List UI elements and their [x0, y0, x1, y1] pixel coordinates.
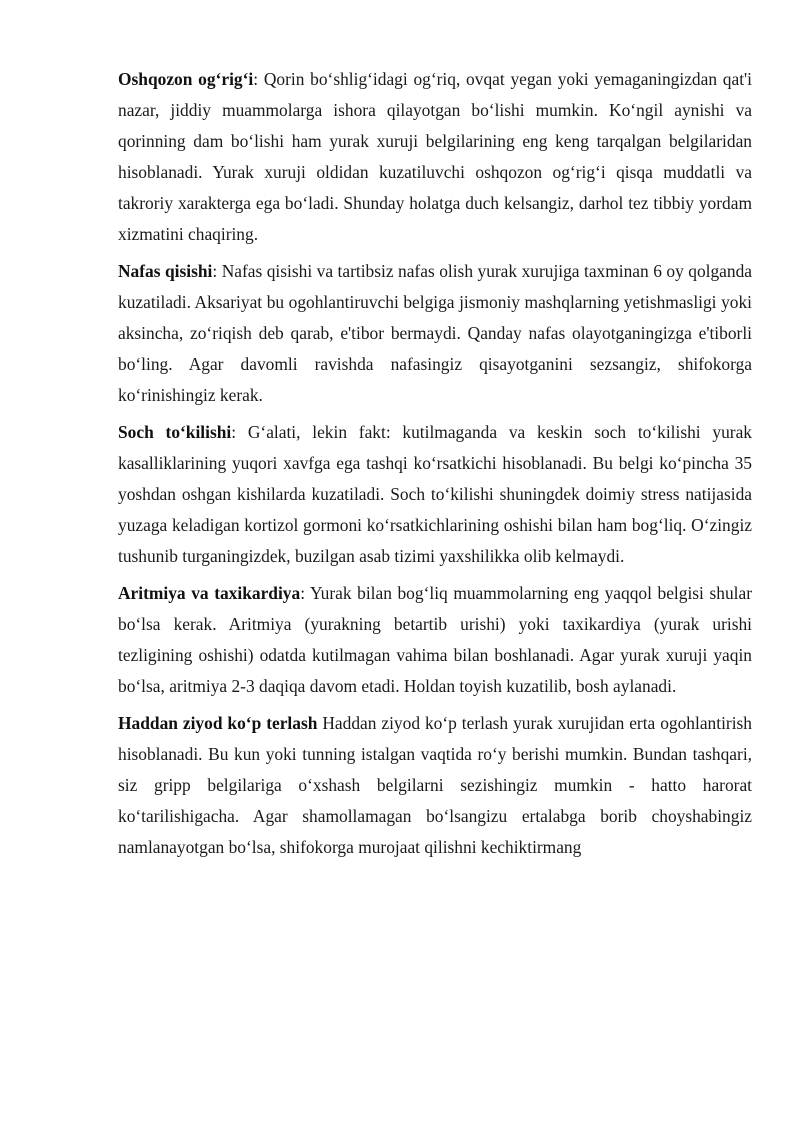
paragraph-hair-loss — [118, 417, 752, 572]
paragraph-stomach-pain — [118, 64, 752, 250]
paragraph-body: Haddan ziyod ko‘p terlash yurak xurujidan erta ogohlantirish hisoblanadi. Bu kun yoki tunning istalgan vaqtida ro‘y berishi mumkin. Bundan tashqari, siz gripp belgilariga o‘xshash belgilarni sezishingiz mumkin - hatto harorat ko‘tarilishigacha. Agar shamollamagan bo‘lsangizu ertalabga borib choyshabingiz namlanayotgan bo‘lsa, shifokorga murojaat qilishni kechiktirmang — [118, 713, 752, 857]
paragraph-shortness-of-breath — [118, 256, 752, 411]
paragraph-body: : Nafas qisishi va tartibsiz nafas olish yurak xurujiga taxminan 6 oy qolganda kuzatiladi. Aksariyat bu ogohlantiruvchi belgiga jismoniy mashqlarning yetishmasligi yoki aksincha, zo‘riqish deb qarab, e'tibor bermaydi. Qanday nafas olayotganingizga e'tiborli bo‘ling. Agar davomli ravishda nafasingiz qisayotganini sezsangiz, shifokorga ko‘rinishingiz kerak. — [118, 261, 752, 405]
paragraph-heading: Haddan ziyod ko‘p terlash — [118, 713, 318, 733]
paragraph-arrhythmia — [118, 578, 752, 702]
paragraph-heading: Aritmiya va taxikardiya — [118, 583, 301, 603]
paragraph-heading: Nafas qisishi — [118, 261, 213, 281]
paragraph-body: : Qorin bo‘shlig‘idagi og‘riq, ovqat yegan yoki yemaganingizdan qat'i nazar, jiddiy muammolarga ishora qilayotgan bo‘lishi mumkin. Ko‘ngil aynishi va qorinning dam bo‘lishi ham yurak xuruji belgilarining eng keng tarqalgan belgilaridan hisoblanadi. Yurak xuruji oldidan kuzatiluvchi oshqozon og‘rig‘i qisqa muddatli va takroriy xarakterga ega bo‘ladi. Shunday holatga duch kelsangiz, darhol tez tibbiy yordam xizmatini chaqiring. — [118, 69, 752, 244]
paragraph-excessive-sweating — [118, 708, 752, 863]
paragraph-heading: Soch to‘kilishi — [118, 422, 232, 442]
paragraph-heading: Oshqozon og‘rig‘i — [118, 69, 254, 89]
paragraph-body: : G‘alati, lekin fakt: kutilmaganda va keskin soch to‘kilishi yurak kasalliklarining yuqori xavfga ega tashqi ko‘rsatkichi hisoblanadi. Bu belgi ko‘pincha 35 yoshdan oshgan kishilarda kuzatiladi. Soch to‘kilishi shuningdek doimiy stress natijasida yuzaga keladigan kortizol gormoni ko‘rsatkichlarining oshishi bilan ham bog‘liq. O‘zingiz tushunib turganingizdek, buzilgan asab tizimi yaxshilikka olib kelmaydi. — [118, 422, 753, 566]
paragraph-body: : Yurak bilan bog‘liq muammolarning eng yaqqol belgisi shular bo‘lsa kerak. Aritmiya (yurakning betartib urishi) yoki taxikardiya (yurak urishi tezligining oshishi) odatda kutilmagan vahima bilan boshlanadi. Agar yurak xuruji yaqin bo‘lsa, aritmiya 2-3 daqiqa davom etadi. Holdan toyish kuzatilib, bosh aylanadi. — [118, 583, 752, 696]
